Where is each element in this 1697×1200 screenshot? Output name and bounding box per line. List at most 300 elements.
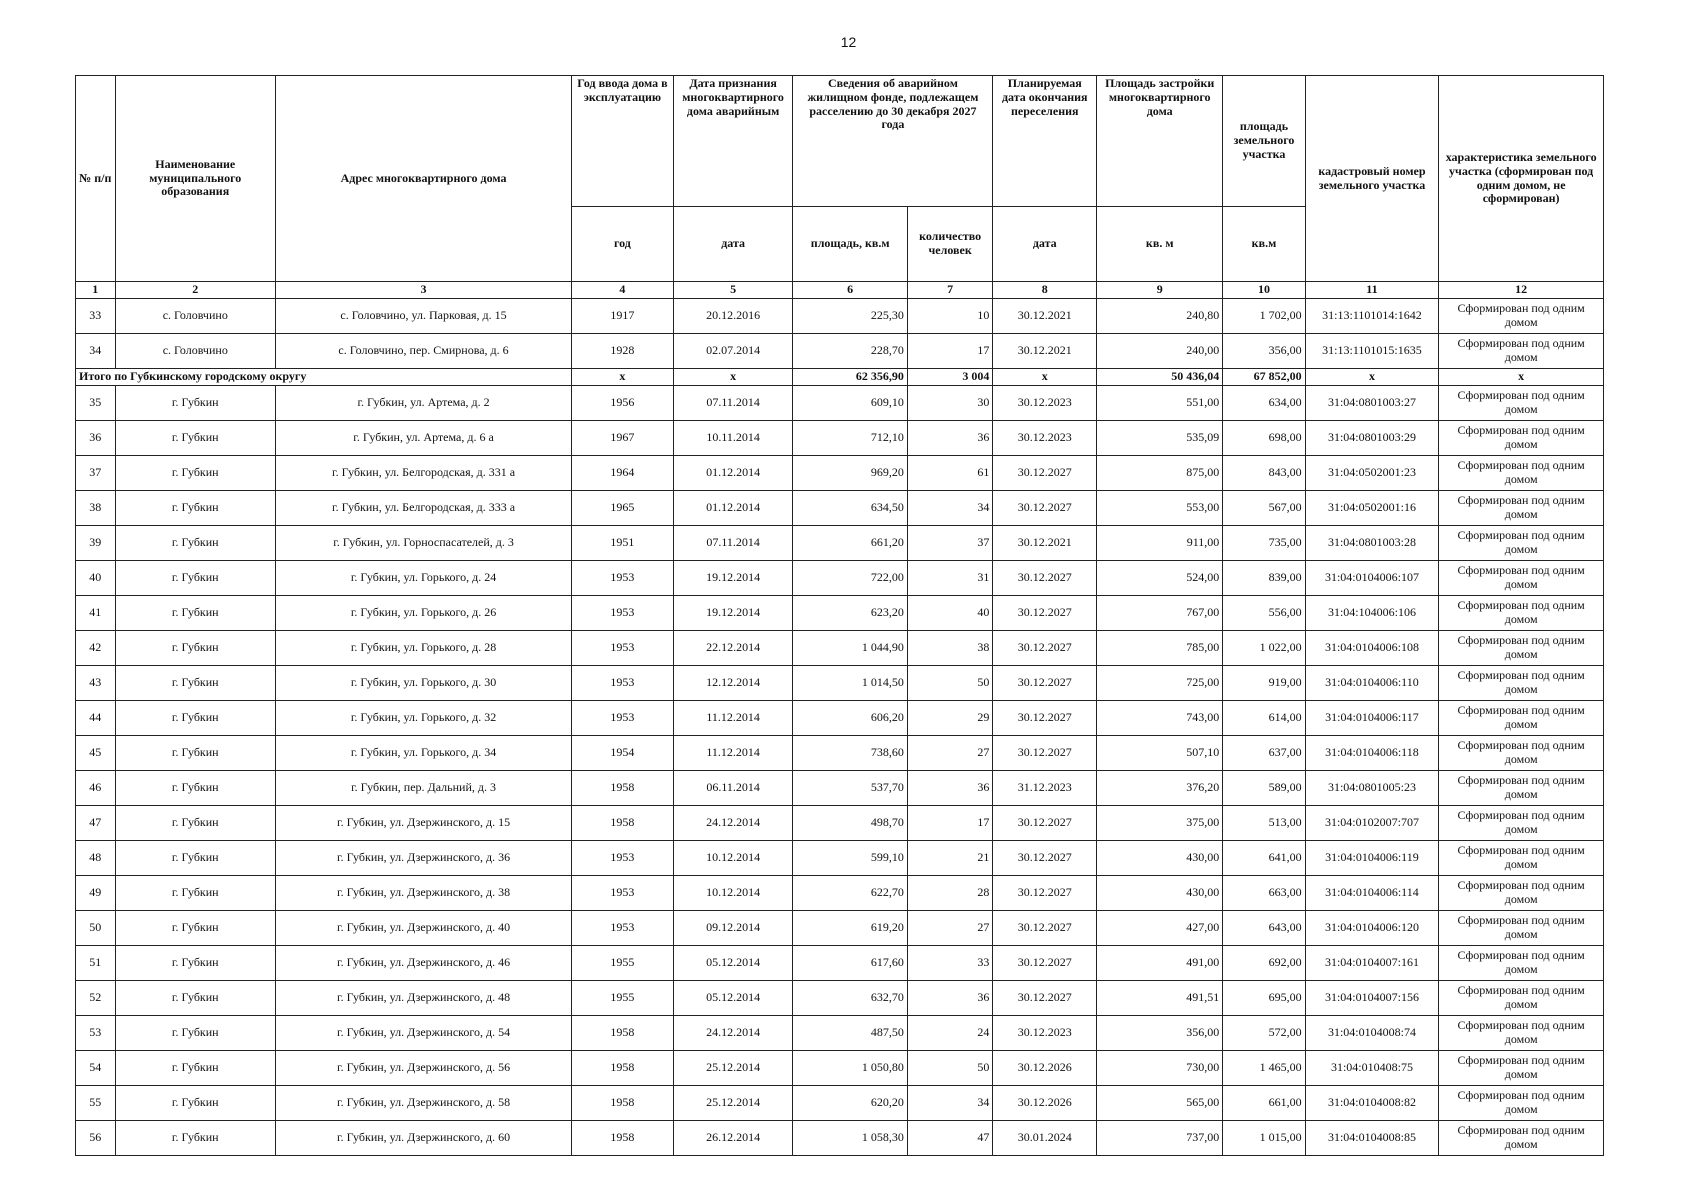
address-cell: г. Губкин, ул. Горноспасателей, д. 3 (275, 525, 571, 560)
table-row (76, 1085, 1604, 1120)
address-cell: г. Губкин, ул. Дзержинского, д. 54 (275, 1015, 571, 1050)
emergency-date-cell: 02.07.2014 (673, 334, 793, 369)
building-area-cell: 524,00 (1097, 560, 1223, 595)
building-area-cell: 430,00 (1097, 840, 1223, 875)
header-year-built: Год ввода дома в эксплуатацию (572, 76, 674, 207)
people-cell: 37 (907, 525, 993, 560)
plot-area-cell: 698,00 (1223, 420, 1305, 455)
cadastral-cell: 31:04:0801003:28 (1305, 525, 1439, 560)
column-number-row (76, 282, 1604, 299)
planned-end-cell: 30.12.2023 (993, 420, 1097, 455)
building-area-cell: 356,00 (1097, 1015, 1223, 1050)
building-area-cell: 491,51 (1097, 980, 1223, 1015)
people-cell: 61 (907, 455, 993, 490)
municipality-cell: г. Губкин (115, 770, 275, 805)
header-date-emergency: Дата признания многоквартирного дома аварийным (673, 76, 793, 207)
municipality-cell: г. Губкин (115, 630, 275, 665)
municipality-cell: с. Головчино (115, 299, 275, 334)
emergency-date-cell: 25.12.2014 (673, 1085, 793, 1120)
row-number: 37 (76, 455, 116, 490)
people-cell: 17 (907, 805, 993, 840)
characteristic-cell: Сформирован под одним домом (1439, 910, 1604, 945)
row-number: 40 (76, 560, 116, 595)
people-cell: 33 (907, 945, 993, 980)
people-cell: 38 (907, 630, 993, 665)
table-row (76, 1120, 1604, 1155)
area-cell: 620,20 (793, 1085, 907, 1120)
municipality-cell: г. Губкин (115, 910, 275, 945)
area-cell: 969,20 (793, 455, 907, 490)
municipality-cell: г. Губкин (115, 700, 275, 735)
row-number: 45 (76, 735, 116, 770)
address-cell: с. Головчино, ул. Парковая, д. 15 (275, 299, 571, 334)
table-row (76, 595, 1604, 630)
people-cell: 21 (907, 840, 993, 875)
planned-end-cell: 30.12.2027 (993, 735, 1097, 770)
total-plan: x (993, 369, 1097, 386)
address-cell: г. Губкин, ул. Горького, д. 34 (275, 735, 571, 770)
people-cell: 17 (907, 334, 993, 369)
plot-area-cell: 556,00 (1223, 595, 1305, 630)
building-area-cell: 430,00 (1097, 875, 1223, 910)
plot-area-cell: 641,00 (1223, 840, 1305, 875)
year-built-cell: 1958 (572, 770, 674, 805)
building-area-cell: 551,00 (1097, 385, 1223, 420)
plot-area-cell: 567,00 (1223, 490, 1305, 525)
column-number: 8 (993, 282, 1097, 299)
area-cell: 622,70 (793, 875, 907, 910)
cadastral-cell: 31:04:0104006:120 (1305, 910, 1439, 945)
cadastral-cell: 31:04:0801005:23 (1305, 770, 1439, 805)
people-cell: 34 (907, 490, 993, 525)
total-date: x (673, 369, 793, 386)
planned-end-cell: 30.12.2027 (993, 700, 1097, 735)
emergency-date-cell: 05.12.2014 (673, 945, 793, 980)
characteristic-cell: Сформирован под одним домом (1439, 1015, 1604, 1050)
plot-area-cell: 356,00 (1223, 334, 1305, 369)
year-built-cell: 1953 (572, 595, 674, 630)
row-number: 39 (76, 525, 116, 560)
characteristic-cell: Сформирован под одним домом (1439, 525, 1604, 560)
column-number: 4 (572, 282, 674, 299)
column-number: 11 (1305, 282, 1439, 299)
subheader-date: дата (673, 207, 793, 282)
address-cell: г. Губкин, ул. Горького, д. 28 (275, 630, 571, 665)
characteristic-cell: Сформирован под одним домом (1439, 735, 1604, 770)
table-row (76, 455, 1604, 490)
emergency-date-cell: 09.12.2014 (673, 910, 793, 945)
characteristic-cell: Сформирован под одним домом (1439, 945, 1604, 980)
planned-end-cell: 30.12.2027 (993, 945, 1097, 980)
planned-end-cell: 30.12.2027 (993, 630, 1097, 665)
year-built-cell: 1917 (572, 299, 674, 334)
header-characteristic: характеристика земельного участка (сформирован под одним домом, не сформирован) (1439, 76, 1604, 282)
emergency-date-cell: 26.12.2014 (673, 1120, 793, 1155)
address-cell: г. Губкин, ул. Дзержинского, д. 38 (275, 875, 571, 910)
people-cell: 28 (907, 875, 993, 910)
cadastral-cell: 31:04:0801003:29 (1305, 420, 1439, 455)
people-cell: 40 (907, 595, 993, 630)
plot-area-cell: 1 015,00 (1223, 1120, 1305, 1155)
planned-end-cell: 30.12.2021 (993, 525, 1097, 560)
planned-end-cell: 30.12.2027 (993, 875, 1097, 910)
address-cell: г. Губкин, пер. Дальний, д. 3 (275, 770, 571, 805)
area-cell: 228,70 (793, 334, 907, 369)
header-building-area: Площадь застройки многоквартирного дома (1097, 76, 1223, 207)
emergency-date-cell: 01.12.2014 (673, 455, 793, 490)
address-cell: г. Губкин, ул. Дзержинского, д. 60 (275, 1120, 571, 1155)
table-row (76, 980, 1604, 1015)
building-area-cell: 737,00 (1097, 1120, 1223, 1155)
area-cell: 623,20 (793, 595, 907, 630)
table-row (76, 735, 1604, 770)
plot-area-cell: 735,00 (1223, 525, 1305, 560)
area-cell: 537,70 (793, 770, 907, 805)
year-built-cell: 1953 (572, 700, 674, 735)
planned-end-cell: 30.12.2026 (993, 1050, 1097, 1085)
row-number: 34 (76, 334, 116, 369)
characteristic-cell: Сформирован под одним домом (1439, 980, 1604, 1015)
emergency-date-cell: 11.12.2014 (673, 700, 793, 735)
area-cell: 632,70 (793, 980, 907, 1015)
year-built-cell: 1965 (572, 490, 674, 525)
table-row (76, 490, 1604, 525)
area-cell: 1 044,90 (793, 630, 907, 665)
municipality-cell: с. Головчино (115, 334, 275, 369)
year-built-cell: 1953 (572, 840, 674, 875)
row-number: 41 (76, 595, 116, 630)
table-row (76, 560, 1604, 595)
row-number: 54 (76, 1050, 116, 1085)
row-number: 43 (76, 665, 116, 700)
table-row (76, 420, 1604, 455)
people-cell: 36 (907, 420, 993, 455)
subheader-area: площадь, кв.м (793, 207, 907, 282)
address-cell: г. Губкин, ул. Артема, д. 6 а (275, 420, 571, 455)
plot-area-cell: 637,00 (1223, 735, 1305, 770)
area-cell: 599,10 (793, 840, 907, 875)
people-cell: 36 (907, 770, 993, 805)
table-row (76, 1050, 1604, 1085)
building-area-cell: 743,00 (1097, 700, 1223, 735)
year-built-cell: 1955 (572, 945, 674, 980)
year-built-cell: 1958 (572, 805, 674, 840)
total-plot-area: 67 852,00 (1223, 369, 1305, 386)
cadastral-cell: 31:04:0104006:114 (1305, 875, 1439, 910)
planned-end-cell: 30.12.2023 (993, 1015, 1097, 1050)
characteristic-cell: Сформирован под одним домом (1439, 805, 1604, 840)
subheader-plan-date: дата (993, 207, 1097, 282)
building-area-cell: 730,00 (1097, 1050, 1223, 1085)
table-row (76, 525, 1604, 560)
characteristic-cell: Сформирован под одним домом (1439, 490, 1604, 525)
planned-end-cell: 30.12.2027 (993, 560, 1097, 595)
municipality-cell: г. Губкин (115, 385, 275, 420)
planned-end-cell: 31.12.2023 (993, 770, 1097, 805)
characteristic-cell: Сформирован под одним домом (1439, 700, 1604, 735)
municipality-cell: г. Губкин (115, 805, 275, 840)
table-row (76, 840, 1604, 875)
cadastral-cell: 31:04:0104008:85 (1305, 1120, 1439, 1155)
total-cadastral: x (1305, 369, 1439, 386)
year-built-cell: 1953 (572, 630, 674, 665)
subheader-plot-unit: кв.м (1223, 207, 1305, 282)
area-cell: 498,70 (793, 805, 907, 840)
address-cell: г. Губкин, ул. Дзержинского, д. 15 (275, 805, 571, 840)
area-cell: 609,10 (793, 385, 907, 420)
characteristic-cell: Сформирован под одним домом (1439, 385, 1604, 420)
people-cell: 29 (907, 700, 993, 735)
characteristic-cell: Сформирован под одним домом (1439, 630, 1604, 665)
plot-area-cell: 661,00 (1223, 1085, 1305, 1120)
cadastral-cell: 31:13:1101015:1635 (1305, 334, 1439, 369)
plot-area-cell: 663,00 (1223, 875, 1305, 910)
column-number: 1 (76, 282, 116, 299)
table-row (76, 945, 1604, 980)
header-no: № п/п (76, 76, 116, 282)
municipality-cell: г. Губкин (115, 1015, 275, 1050)
planned-end-cell: 30.12.2027 (993, 490, 1097, 525)
housing-registry-table (75, 75, 1604, 1156)
characteristic-cell: Сформирован под одним домом (1439, 840, 1604, 875)
row-number: 38 (76, 490, 116, 525)
plot-area-cell: 692,00 (1223, 945, 1305, 980)
address-cell: с. Головчино, пер. Смирнова, д. 6 (275, 334, 571, 369)
cadastral-cell: 31:04:104006:106 (1305, 595, 1439, 630)
table-row (76, 1015, 1604, 1050)
plot-area-cell: 843,00 (1223, 455, 1305, 490)
building-area-cell: 785,00 (1097, 630, 1223, 665)
column-number: 12 (1439, 282, 1604, 299)
year-built-cell: 1967 (572, 420, 674, 455)
registry-body (76, 299, 1604, 1156)
characteristic-cell: Сформирован под одним домом (1439, 770, 1604, 805)
page-number: 12 (840, 34, 857, 50)
address-cell: г. Губкин, ул. Дзержинского, д. 56 (275, 1050, 571, 1085)
plot-area-cell: 572,00 (1223, 1015, 1305, 1050)
people-cell: 34 (907, 1085, 993, 1120)
row-number: 56 (76, 1120, 116, 1155)
year-built-cell: 1958 (572, 1050, 674, 1085)
cadastral-cell: 31:04:0104006:117 (1305, 700, 1439, 735)
cadastral-cell: 31:04:0104008:82 (1305, 1085, 1439, 1120)
row-number: 50 (76, 910, 116, 945)
total-building-area: 50 436,04 (1097, 369, 1223, 386)
plot-area-cell: 643,00 (1223, 910, 1305, 945)
cadastral-cell: 31:04:0104007:156 (1305, 980, 1439, 1015)
header-plot-area: площадь земельного участка (1223, 76, 1305, 207)
emergency-date-cell: 10.12.2014 (673, 840, 793, 875)
total-row (76, 369, 1604, 386)
year-built-cell: 1953 (572, 560, 674, 595)
municipality-cell: г. Губкин (115, 1120, 275, 1155)
table-row (76, 299, 1604, 334)
area-cell: 661,20 (793, 525, 907, 560)
building-area-cell: 507,10 (1097, 735, 1223, 770)
people-cell: 27 (907, 910, 993, 945)
municipality-cell: г. Губкин (115, 525, 275, 560)
emergency-date-cell: 25.12.2014 (673, 1050, 793, 1085)
cadastral-cell: 31:04:0104007:161 (1305, 945, 1439, 980)
people-cell: 10 (907, 299, 993, 334)
address-cell: г. Губкин, ул. Белгородская, д. 331 а (275, 455, 571, 490)
plot-area-cell: 634,00 (1223, 385, 1305, 420)
emergency-date-cell: 19.12.2014 (673, 595, 793, 630)
header-address: Адрес многоквартирного дома (275, 76, 571, 282)
area-cell: 1 014,50 (793, 665, 907, 700)
year-built-cell: 1958 (572, 1015, 674, 1050)
municipality-cell: г. Губкин (115, 455, 275, 490)
plot-area-cell: 1 022,00 (1223, 630, 1305, 665)
plot-area-cell: 589,00 (1223, 770, 1305, 805)
address-cell: г. Губкин, ул. Артема, д. 2 (275, 385, 571, 420)
planned-end-cell: 30.12.2027 (993, 665, 1097, 700)
building-area-cell: 375,00 (1097, 805, 1223, 840)
planned-end-cell: 30.12.2026 (993, 1085, 1097, 1120)
emergency-date-cell: 19.12.2014 (673, 560, 793, 595)
characteristic-cell: Сформирован под одним домом (1439, 1085, 1604, 1120)
total-area: 62 356,90 (793, 369, 907, 386)
year-built-cell: 1951 (572, 525, 674, 560)
year-built-cell: 1964 (572, 455, 674, 490)
table-row (76, 910, 1604, 945)
address-cell: г. Губкин, ул. Горького, д. 30 (275, 665, 571, 700)
people-cell: 24 (907, 1015, 993, 1050)
column-number: 2 (115, 282, 275, 299)
characteristic-cell: Сформирован под одним домом (1439, 560, 1604, 595)
total-year: x (572, 369, 674, 386)
year-built-cell: 1958 (572, 1085, 674, 1120)
municipality-cell: г. Губкин (115, 945, 275, 980)
planned-end-cell: 30.12.2021 (993, 299, 1097, 334)
row-number: 47 (76, 805, 116, 840)
plot-area-cell: 695,00 (1223, 980, 1305, 1015)
total-label: Итого по Губкинскому городскому округу (76, 369, 572, 386)
emergency-date-cell: 01.12.2014 (673, 490, 793, 525)
characteristic-cell: Сформирован под одним домом (1439, 334, 1604, 369)
header-planned-end: Планируемая дата окончания переселения (993, 76, 1097, 207)
area-cell: 712,10 (793, 420, 907, 455)
area-cell: 606,20 (793, 700, 907, 735)
municipality-cell: г. Губкин (115, 1050, 275, 1085)
area-cell: 1 058,30 (793, 1120, 907, 1155)
subheader-people: количество человек (907, 207, 993, 282)
planned-end-cell: 30.12.2027 (993, 840, 1097, 875)
column-number: 7 (907, 282, 993, 299)
plot-area-cell: 839,00 (1223, 560, 1305, 595)
planned-end-cell: 30.01.2024 (993, 1120, 1097, 1155)
building-area-cell: 535,09 (1097, 420, 1223, 455)
area-cell: 722,00 (793, 560, 907, 595)
column-number: 9 (1097, 282, 1223, 299)
municipality-cell: г. Губкин (115, 595, 275, 630)
area-cell: 1 050,80 (793, 1050, 907, 1085)
planned-end-cell: 30.12.2021 (993, 334, 1097, 369)
municipality-cell: г. Губкин (115, 980, 275, 1015)
cadastral-cell: 31:13:1101014:1642 (1305, 299, 1439, 334)
cadastral-cell: 31:04:0104008:74 (1305, 1015, 1439, 1050)
people-cell: 30 (907, 385, 993, 420)
table-row (76, 700, 1604, 735)
emergency-date-cell: 10.12.2014 (673, 875, 793, 910)
year-built-cell: 1958 (572, 1120, 674, 1155)
table-row (76, 875, 1604, 910)
planned-end-cell: 30.12.2027 (993, 910, 1097, 945)
building-area-cell: 491,00 (1097, 945, 1223, 980)
cadastral-cell: 31:04:010408:75 (1305, 1050, 1439, 1085)
building-area-cell: 565,00 (1097, 1085, 1223, 1120)
header-municipality: Наименование муниципального образования (115, 76, 275, 282)
emergency-date-cell: 07.11.2014 (673, 385, 793, 420)
building-area-cell: 376,20 (1097, 770, 1223, 805)
cadastral-cell: 31:04:0104006:110 (1305, 665, 1439, 700)
municipality-cell: г. Губкин (115, 735, 275, 770)
header-fund-info: Сведения об аварийном жилищном фонде, подлежащем расселению до 30 декабря 2027 года (793, 76, 993, 207)
plot-area-cell: 1 465,00 (1223, 1050, 1305, 1085)
municipality-cell: г. Губкин (115, 560, 275, 595)
table-row (76, 770, 1604, 805)
cadastral-cell: 31:04:0104006:118 (1305, 735, 1439, 770)
people-cell: 47 (907, 1120, 993, 1155)
characteristic-cell: Сформирован под одним домом (1439, 665, 1604, 700)
area-cell: 738,60 (793, 735, 907, 770)
row-number: 35 (76, 385, 116, 420)
cadastral-cell: 31:04:0502001:23 (1305, 455, 1439, 490)
area-cell: 617,60 (793, 945, 907, 980)
table-row (76, 665, 1604, 700)
planned-end-cell: 30.12.2027 (993, 980, 1097, 1015)
table-row (76, 630, 1604, 665)
emergency-date-cell: 12.12.2014 (673, 665, 793, 700)
total-people: 3 004 (907, 369, 993, 386)
building-area-cell: 427,00 (1097, 910, 1223, 945)
cadastral-cell: 31:04:0104006:107 (1305, 560, 1439, 595)
address-cell: г. Губкин, ул. Дзержинского, д. 46 (275, 945, 571, 980)
address-cell: г. Губкин, ул. Дзержинского, д. 48 (275, 980, 571, 1015)
emergency-date-cell: 20.12.2016 (673, 299, 793, 334)
planned-end-cell: 30.12.2027 (993, 455, 1097, 490)
people-cell: 27 (907, 735, 993, 770)
row-number: 42 (76, 630, 116, 665)
year-built-cell: 1956 (572, 385, 674, 420)
characteristic-cell: Сформирован под одним домом (1439, 875, 1604, 910)
row-number: 53 (76, 1015, 116, 1050)
characteristic-cell: Сформирован под одним домом (1439, 299, 1604, 334)
emergency-date-cell: 05.12.2014 (673, 980, 793, 1015)
year-built-cell: 1928 (572, 334, 674, 369)
address-cell: г. Губкин, ул. Горького, д. 24 (275, 560, 571, 595)
plot-area-cell: 1 702,00 (1223, 299, 1305, 334)
row-number: 46 (76, 770, 116, 805)
table-row (76, 805, 1604, 840)
characteristic-cell: Сформирован под одним домом (1439, 455, 1604, 490)
area-cell: 634,50 (793, 490, 907, 525)
column-number: 10 (1223, 282, 1305, 299)
cadastral-cell: 31:04:0104006:119 (1305, 840, 1439, 875)
row-number: 33 (76, 299, 116, 334)
column-number: 5 (673, 282, 793, 299)
planned-end-cell: 30.12.2023 (993, 385, 1097, 420)
emergency-date-cell: 24.12.2014 (673, 805, 793, 840)
plot-area-cell: 513,00 (1223, 805, 1305, 840)
row-number: 44 (76, 700, 116, 735)
cadastral-cell: 31:04:0502001:16 (1305, 490, 1439, 525)
area-cell: 487,50 (793, 1015, 907, 1050)
year-built-cell: 1953 (572, 910, 674, 945)
address-cell: г. Губкин, ул. Горького, д. 32 (275, 700, 571, 735)
building-area-cell: 767,00 (1097, 595, 1223, 630)
column-number: 3 (275, 282, 571, 299)
